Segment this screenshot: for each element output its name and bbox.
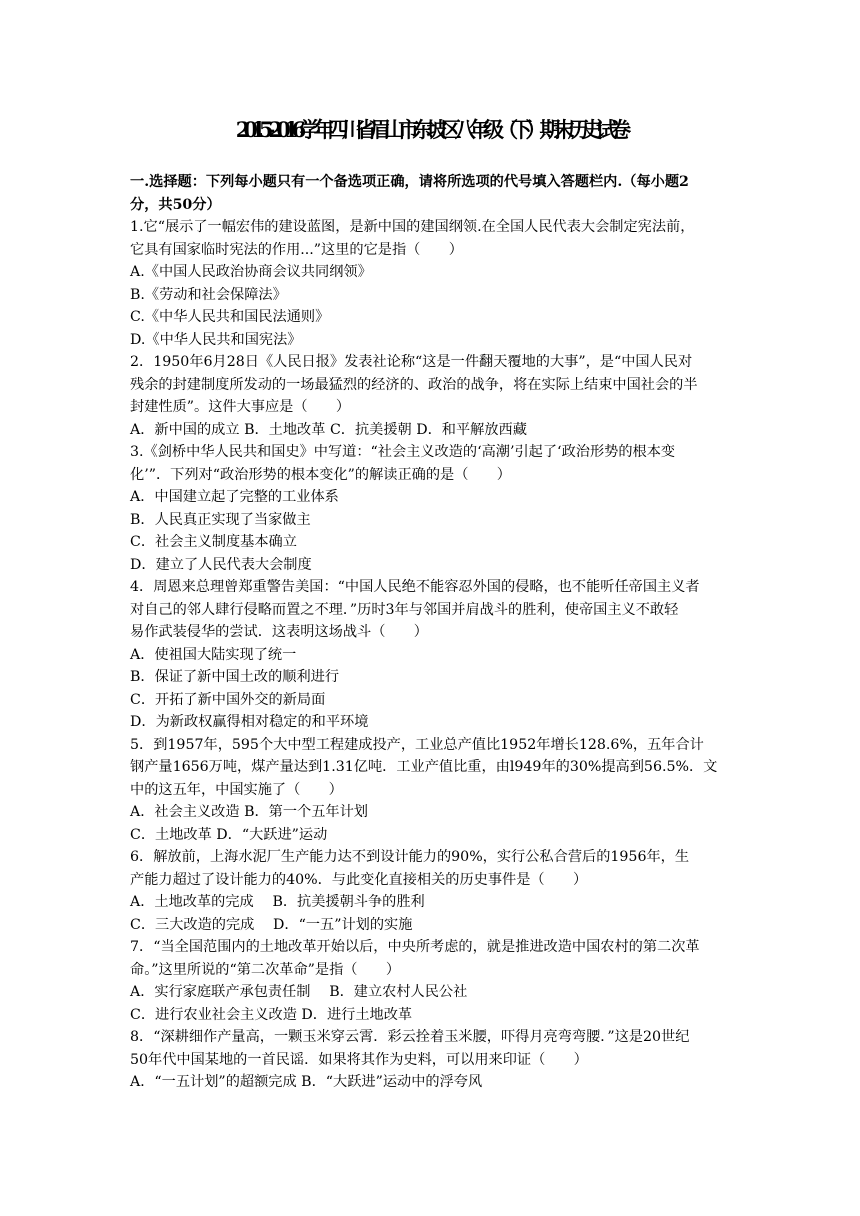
- question-text-line: 化’”．下列对“政治形势的根本变化”的解读正确的是（ ）: [130, 466, 511, 483]
- question-text-line: D．建立了人民代表大会制度: [130, 556, 312, 573]
- question-text-line: C．进行农业社会主义改造 D．进行土地改革: [130, 1006, 413, 1023]
- page-title: 2015-2016学年四川省眉山市东坡区八年级（下）期末历史试卷: [235, 117, 625, 142]
- question-text-line: A．使祖国大陆实现了统一: [130, 646, 297, 663]
- question-text-line: 命。”这里所说的“第二次革命”是指（ ）: [130, 961, 401, 978]
- question-text-line: C．开拓了新中国外交的新局面: [130, 691, 326, 708]
- question-text-line: 钢产量1656万吨，煤产量达到1.31亿吨．工业产值比重，由l949年的30%提高到56.5%．文: [130, 759, 718, 775]
- question-text-line: 易作武装侵华的尝试．这表明这场战斗（ ）: [130, 624, 428, 640]
- exam-content: [130, 171, 736, 1094]
- question-text-line: 8．“深耕细作产量高，一颗玉米穿云霄．彩云拴着玉米腰，吓得月亮弯弯腰．”这是20世纪: [130, 1029, 690, 1045]
- question-text-line: B.《劳动和社会保障法》: [130, 286, 287, 303]
- section-heading-line: 分，共50分）: [130, 196, 221, 213]
- question-text-line: C．三大改造的完成 D．“一五”计划的实施: [130, 916, 413, 933]
- question-text-line: 它具有国家临时宪法的作用...”这里的它是指（ ）: [130, 241, 463, 258]
- question-text-line: A.《中国人民政治协商会议共同纲领》: [130, 264, 372, 280]
- question-text-line: A．实行家庭联产承包责任制 B．建立农村人民公社: [130, 984, 468, 1000]
- question-text-line: B．人民真正实现了当家做主: [130, 511, 311, 528]
- question-text-line: B．保证了新中国土改的顺利进行: [130, 669, 340, 685]
- question-text-line: 6．解放前，上海水泥厂生产能力达不到设计能力的90%，实行公私合营后的1956年，生: [130, 849, 690, 865]
- question-text-line: 产能力超过了设计能力的40%．与此变化直接相关的历史事件是（ ）: [130, 871, 588, 888]
- question-text-line: 2．1950年6月28日《人民日报》发表社论称“这是一件翻天覆地的大事”，是“中国人民对: [130, 354, 693, 370]
- question-text-line: 7．“当全国范围内的土地改革开始以后，中央所考虑的，就是推进改造中国农村的第二次革: [130, 939, 700, 955]
- question-text-line: 中的这五年，中国实施了（ ）: [130, 781, 343, 798]
- question-text-line: 3.《剑桥中华人民共和国史》中写道：“社会主义改造的‘高潮’引起了‘政治形势的根本变: [130, 444, 676, 460]
- question-text-line: 5．到1957年，595个大中型工程建成投产，工业总产值比1952年增长128.6%，五年合计: [130, 736, 704, 753]
- question-text-line: A．中国建立起了完整的工业体系: [130, 489, 339, 505]
- question-text-line: 封建性质”。这件大事应是（ ）: [130, 399, 351, 415]
- question-text-line: A．新中国的成立 B．土地改革 C．抗美援朝 D．和平解放西藏: [130, 421, 527, 438]
- question-text-line: C.《中华人民共和国民法通则》: [130, 309, 330, 325]
- question-text-line: 50年代中国某地的一首民谣．如果将其作为史料，可以用来印证（ ）: [130, 1051, 588, 1068]
- question-text-line: A．“一五计划”的超额完成 B．“大跃进”运动中的浮夸风: [130, 1074, 483, 1090]
- question-text-line: C．土地改革 D．“大跃进”运动: [130, 826, 328, 843]
- question-text-line: D.《中华人民共和国宪法》: [130, 331, 302, 348]
- question-text-line: 残余的封建制度所发动的一场最猛烈的经济的、政治的战争，将在实际上结束中国社会的半: [130, 376, 698, 393]
- question-text-line: 4．周恩来总理曾郑重警告美国：“中国人民绝不能容忍外国的侵略，也不能听任帝国主义者: [130, 579, 700, 595]
- question-text-line: 1.它“展示了一幅宏伟的建设蓝图，是新中国的建国纲领.在全国人民代表大会制定宪法前，: [130, 219, 695, 235]
- question-text-line: A．社会主义改造 B．第一个五年计划: [130, 804, 368, 820]
- question-text-line: D．为新政权赢得相对稳定的和平环境: [130, 714, 369, 730]
- question-text-line: 对自己的邻人肆行侵略而置之不理．”历时3年与邻国并肩战斗的胜利，使帝国主义不敢轻: [130, 601, 679, 618]
- section-heading-line: 一.选择题：下列每小题只有一个备选项正确，请将所选项的代号填入答题栏内.（每小题2: [130, 174, 689, 190]
- question-text-line: A．土地改革的完成 B．抗美援朝斗争的胜利: [130, 894, 425, 910]
- question-text-line: C．社会主义制度基本确立: [130, 534, 297, 550]
